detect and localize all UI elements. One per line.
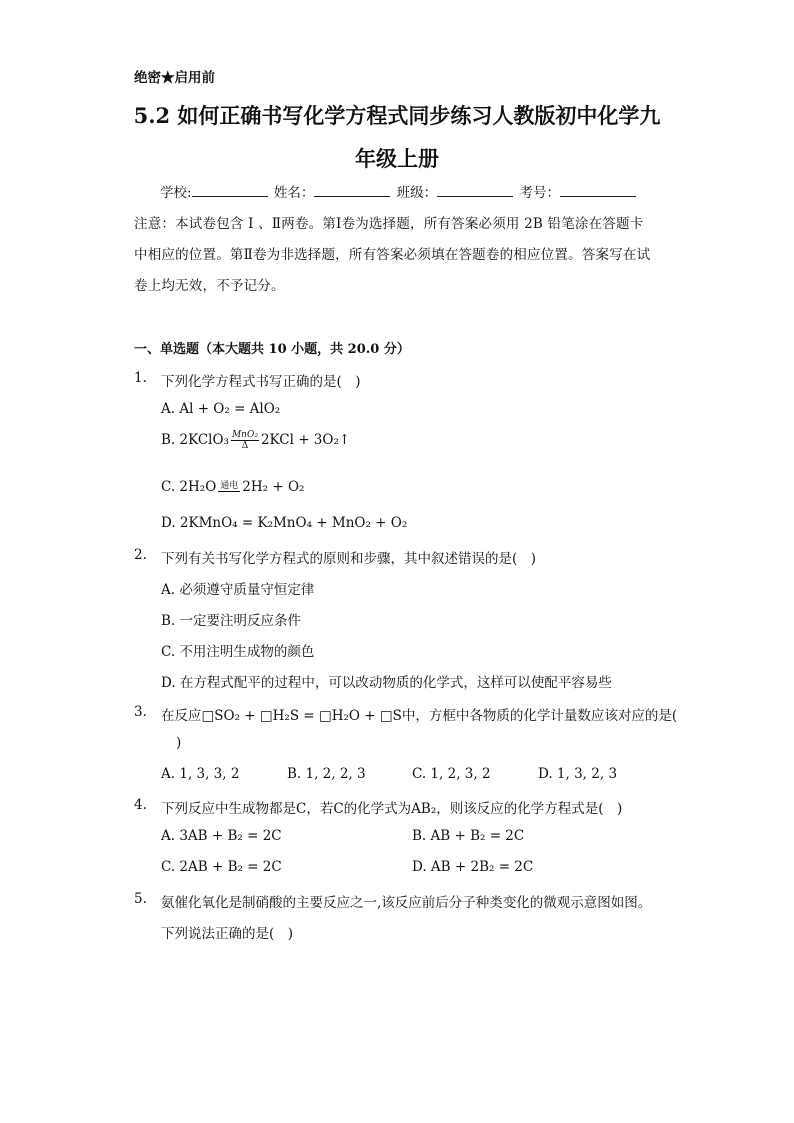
- condition-electrolysis: 通电: [220, 480, 239, 491]
- note-line-2: 中相应的位置。第Ⅱ卷为非选择题，所有答案必须填在答题卷的相应位置。答案写在试: [134, 247, 651, 263]
- question-number: 3.: [134, 704, 147, 720]
- option-d[interactable]: D. 在方程式配平的过程中，可以改动物质的化学式，这样可以使配平容易些: [161, 675, 612, 691]
- option-d[interactable]: D. AB + 2B₂ = 2C: [412, 859, 534, 875]
- option-b[interactable]: [161, 430, 350, 451]
- class-blank[interactable]: [437, 184, 513, 197]
- note-line-3: 卷上均无效，不予记分。: [134, 278, 285, 294]
- school-blank[interactable]: [192, 184, 268, 197]
- question-number: 1.: [134, 370, 147, 386]
- question-text: 氨催化氧化是制硝酸的主要反应之一,该反应前后分子种类变化的微观示意图如图。: [161, 895, 652, 911]
- confidential-label: 绝密★启用前: [134, 70, 215, 86]
- option-b[interactable]: B. 一定要注明反应条件: [161, 613, 302, 629]
- option-a[interactable]: A. 3AB + B₂ = 2C: [161, 828, 282, 844]
- option-b-start: B. 2KClO₃: [161, 432, 229, 448]
- page-title-line2: 年级上册: [355, 146, 439, 171]
- option-c[interactable]: [161, 479, 304, 495]
- page-title: 5.2 如何正确书写化学方程式同步练习人教版初中化学九: [133, 103, 661, 128]
- condition-catalyst: MnO₂: [231, 430, 258, 440]
- option-b[interactable]: B. AB + B₂ = 2C: [412, 828, 525, 844]
- number-label: 考号：: [519, 185, 560, 201]
- question-number: 2.: [134, 547, 147, 563]
- question-text: 下列有关书写化学方程式的原则和步骤，其中叙述错误的是( ): [161, 551, 537, 567]
- option-c-rest: 2H₂ + O₂: [242, 479, 305, 495]
- option-b-rest: 2KCl + 3O₂↑: [260, 432, 351, 448]
- class-label: 班级：: [396, 185, 438, 201]
- option-d[interactable]: D. 1, 3, 2, 3: [538, 766, 618, 782]
- option-a[interactable]: A. 1, 3, 3, 2: [161, 766, 240, 782]
- question-text-cont: ): [176, 735, 182, 751]
- condition-heat: Δ: [241, 441, 249, 451]
- question-text-cont: 下列说法正确的是( ): [161, 926, 294, 942]
- option-c[interactable]: C. 1, 2, 3, 2: [412, 766, 491, 782]
- school-label: 学校:: [160, 185, 192, 201]
- student-info-row: [160, 181, 638, 201]
- name-label: 姓名：: [273, 185, 315, 201]
- name-blank[interactable]: [314, 184, 390, 197]
- section-title: 一、单选题（本大题共 10 小题，共 20.0 分）: [134, 342, 410, 357]
- note-line-1: 注意：本试卷包含 Ⅰ 、Ⅱ两卷。第Ⅰ卷为选择题，所有答案必须用 2B 铅笔涂在答题卡: [134, 216, 644, 232]
- option-d[interactable]: D. 2KMnO₄ = K₂MnO₄ + MnO₂ + O₂: [161, 515, 408, 531]
- option-c[interactable]: C. 2AB + B₂ = 2C: [161, 859, 282, 875]
- option-c[interactable]: C. 不用注明生成物的颜色: [161, 644, 315, 660]
- question-text: 在反应□SO₂ + □H₂S = □H₂O + □S中，方框中各物质的化学计量数应该对应的是(: [161, 708, 678, 724]
- reaction-condition: [231, 430, 259, 451]
- question-text: 下列反应中生成物都是C，若C的化学式为AB₂，则该反应的化学方程式是( ): [161, 801, 623, 817]
- option-b[interactable]: B. 1, 2, 2, 3: [287, 766, 366, 782]
- number-blank[interactable]: [560, 184, 636, 197]
- question-number: 5.: [134, 891, 147, 907]
- reaction-condition: [218, 481, 240, 495]
- option-a[interactable]: A. 必须遵守质量守恒定律: [161, 582, 315, 598]
- option-a[interactable]: A. Al + O₂ = AlO₂: [161, 401, 281, 417]
- question-number: 4.: [134, 797, 147, 813]
- option-c-start: C. 2H₂O: [161, 479, 217, 495]
- question-text: 下列化学方程式书写正确的是( ): [161, 374, 361, 390]
